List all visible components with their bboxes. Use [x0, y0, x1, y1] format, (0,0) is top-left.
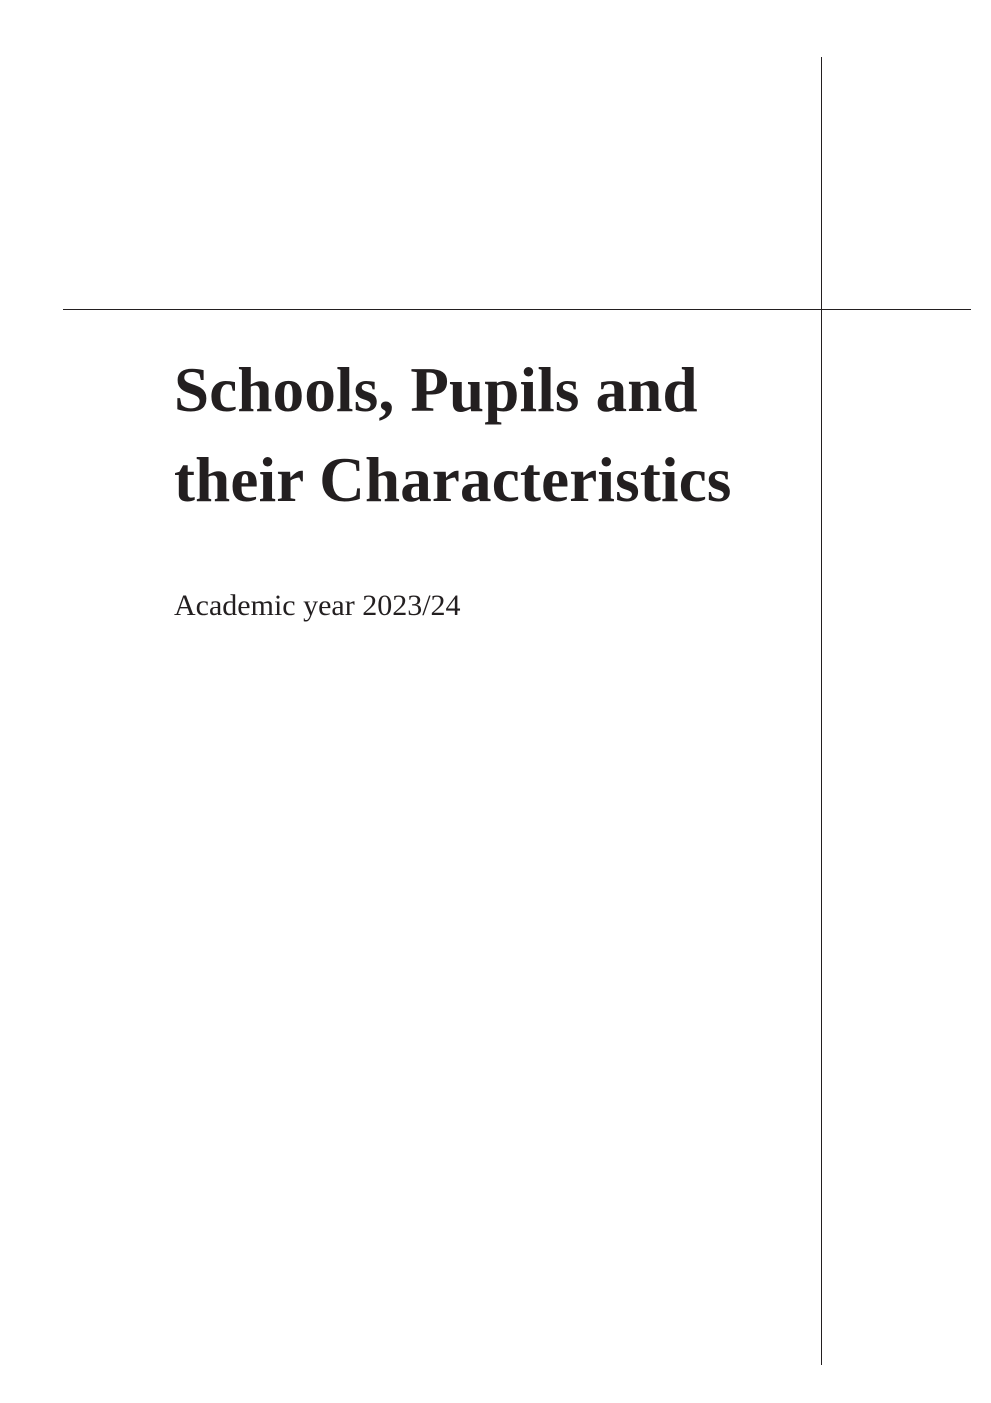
horizontal-rule [63, 309, 971, 310]
title-line-1: Schools, Pupils and [174, 355, 698, 425]
title-line-2: their Characteristics [174, 445, 732, 515]
vertical-rule [821, 57, 822, 1365]
academic-year-subtitle: Academic year 2023/24 [174, 589, 461, 622]
document-title [174, 345, 814, 525]
